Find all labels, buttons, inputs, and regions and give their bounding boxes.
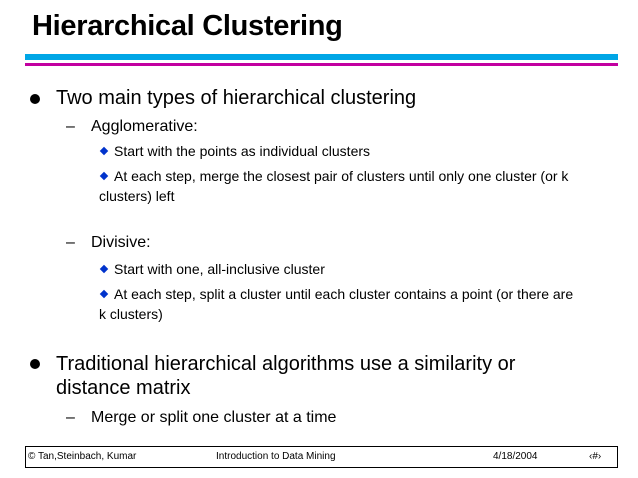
sub-item — [99, 259, 609, 279]
diamond-bullet-icon — [100, 147, 108, 155]
bullet-icon — [30, 94, 40, 104]
bullet-icon — [30, 359, 40, 369]
sub-heading: Merge or split one cluster at a time — [91, 409, 337, 426]
dash-icon: – — [66, 118, 75, 135]
diamond-bullet-icon — [100, 265, 108, 273]
dash-icon: – — [66, 409, 75, 426]
sub-item-text: At each step, split a cluster until each cluster contains a point (or there are k clusters) — [99, 286, 574, 322]
title-rule-blue — [25, 54, 618, 60]
title-rule-magenta — [25, 63, 618, 66]
sub-heading: Agglomerative: — [91, 118, 198, 135]
sub-item — [99, 141, 609, 161]
sub-item-text: Start with one, all-inclusive cluster — [114, 261, 325, 277]
bullet-text: Two main types of hierarchical clustering — [56, 87, 417, 109]
sub-heading: Divisive: — [91, 234, 151, 251]
sub-item-text: At each step, merge the closest pair of clusters until only one cluster (or k clusters) left — [99, 168, 569, 204]
sub-item — [99, 166, 609, 206]
slide-title: Hierarchical Clustering — [32, 10, 343, 42]
bullet-text: Traditional hierarchical algorithms use a similarity or distance matrix — [56, 353, 516, 399]
footer-copyright: © Tan,Steinbach, Kumar — [28, 451, 137, 462]
footer-course: Introduction to Data Mining — [216, 451, 336, 462]
diamond-bullet-icon — [100, 172, 108, 180]
dash-icon: – — [66, 234, 75, 251]
sub-item — [99, 284, 579, 324]
footer-date: 4/18/2004 — [493, 451, 538, 462]
sub-item-text: Start with the points as individual clusters — [114, 143, 371, 159]
footer-page-number: ‹#› — [589, 451, 602, 462]
diamond-bullet-icon — [100, 290, 108, 298]
slide-footer — [25, 446, 618, 468]
